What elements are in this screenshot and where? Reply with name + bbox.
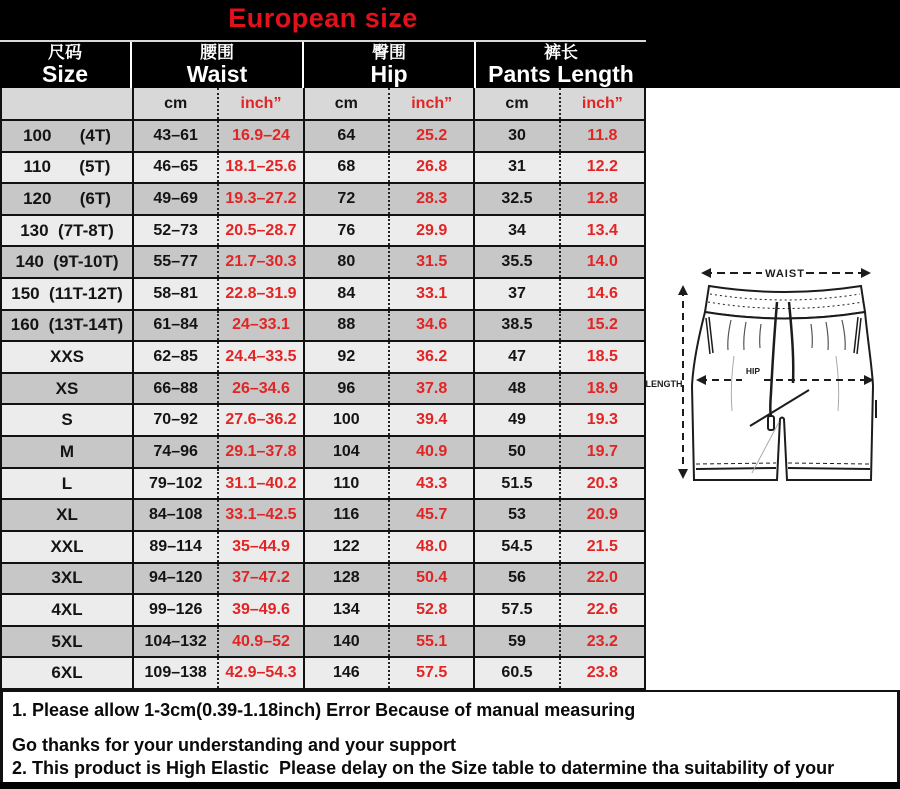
note-1: 1. Please allow 1-3cm(0.39-1.18inch) Error Because of manual measuring	[12, 700, 636, 720]
table-row	[2, 311, 644, 343]
waist-cm-cell: 99–126	[132, 595, 217, 625]
table-row	[2, 247, 644, 279]
size-cell: 5XL	[51, 631, 83, 651]
header-pants-length-zh: 裤长	[544, 43, 578, 62]
size-cell: 130 (7T-8T)	[20, 220, 114, 240]
waist-inch-cell: 29.1–37.8	[217, 437, 302, 467]
waist-inch-cell: 21.7–30.3	[217, 247, 302, 277]
hip-cm-cell: 134	[303, 595, 388, 625]
length-inch-cell: 13.4	[559, 216, 644, 246]
hip-cm-cell: 146	[303, 658, 388, 688]
hip-cm-cell: 68	[303, 153, 388, 183]
size-cell: 140 (9T-10T)	[15, 252, 119, 272]
waist-inch-cell: 24–33.1	[217, 311, 302, 341]
hip-cm-cell: 110	[303, 469, 388, 499]
hip-inch-cell: 25.2	[388, 121, 473, 151]
unit-blank-cell	[2, 88, 132, 119]
size-cell: XXS	[49, 347, 85, 367]
waist-cm-cell: 84–108	[132, 500, 217, 530]
hip-cm-cell: 80	[303, 247, 388, 277]
size-table-body	[0, 121, 646, 690]
header-waist-en: Waist	[186, 61, 248, 87]
header-size-en: Size	[41, 61, 89, 87]
waist-inch-cell: 37–47.2	[217, 564, 302, 594]
length-inch-cell: 11.8	[559, 121, 644, 151]
hip-cm-cell: 100	[303, 405, 388, 435]
waist-cm-cell: 55–77	[132, 247, 217, 277]
hip-inch-cell: 39.4	[388, 405, 473, 435]
waist-cm-cell: 58–81	[132, 279, 217, 309]
size-cell: 4XL	[51, 599, 83, 619]
shorts-diagram	[646, 88, 896, 697]
size-cell: XL	[56, 505, 78, 525]
size-cell: 6XL	[51, 663, 83, 683]
hip-cm-cell: 76	[303, 216, 388, 246]
bottom-black-bar	[0, 782, 900, 789]
waist-cm-cell: 79–102	[132, 469, 217, 499]
header-hip-zh: 臀围	[372, 43, 406, 62]
waist-cm-unit: cm	[132, 88, 217, 119]
waist-cm-cell: 43–61	[132, 121, 217, 151]
length-inch-cell: 20.3	[559, 469, 644, 499]
hem-line	[696, 468, 870, 469]
table-row	[2, 437, 644, 469]
size-cell: S	[61, 410, 73, 430]
length-inch-cell: 22.6	[559, 595, 644, 625]
waist-cm-cell: 104–132	[132, 627, 217, 657]
waist-inch-cell: 18.1–25.6	[217, 153, 302, 183]
length-cm-cell: 49	[473, 405, 558, 435]
length-cm-cell: 32.5	[473, 184, 558, 214]
length-cm-unit: cm	[473, 88, 558, 119]
drawstring-left-aglet	[768, 416, 774, 430]
waist-inch-cell: 16.9–24	[217, 121, 302, 151]
hip-cm-cell: 64	[303, 121, 388, 151]
waist-cm-cell: 52–73	[132, 216, 217, 246]
hip-cm-cell: 72	[303, 184, 388, 214]
length-cm-cell: 56	[473, 564, 558, 594]
hip-cm-cell: 116	[303, 500, 388, 530]
hip-inch-cell: 37.8	[388, 374, 473, 404]
table-row	[2, 153, 644, 185]
size-cell: 120 (6T)	[23, 189, 111, 209]
waist-cm-cell: 61–84	[132, 311, 217, 341]
length-cm-cell: 53	[473, 500, 558, 530]
note-3: 2. This product is High Elastic Please delay on the Size table to datermine tha suitability of your	[12, 758, 835, 778]
waist-inch-cell: 24.4–33.5	[217, 342, 302, 372]
shorts-body	[692, 312, 873, 480]
hip-inch-cell: 28.3	[388, 184, 473, 214]
length-cm-cell: 48	[473, 374, 558, 404]
length-cm-cell: 57.5	[473, 595, 558, 625]
hip-inch-cell: 36.2	[388, 342, 473, 372]
size-cell: XXL	[50, 536, 84, 556]
length-cm-cell: 38.5	[473, 311, 558, 341]
hip-inch-cell: 43.3	[388, 469, 473, 499]
table-row	[2, 627, 644, 659]
length-inch-cell: 18.9	[559, 374, 644, 404]
header-size-zh: 尺码	[48, 43, 82, 62]
header-hip-en: Hip	[370, 61, 408, 87]
hip-cm-cell: 140	[303, 627, 388, 657]
waist-inch-cell: 31.1–40.2	[217, 469, 302, 499]
waist-cm-cell: 94–120	[132, 564, 217, 594]
length-inch-cell: 23.2	[559, 627, 644, 657]
size-cell: 110 (5T)	[23, 157, 111, 177]
hip-cm-cell: 92	[303, 342, 388, 372]
length-inch-cell: 23.8	[559, 658, 644, 688]
waist-cm-cell: 89–114	[132, 532, 217, 562]
size-cell: L	[61, 473, 73, 493]
length-cm-cell: 35.5	[473, 247, 558, 277]
size-cell: XS	[55, 378, 79, 398]
table-row	[2, 405, 644, 437]
hip-cm-cell: 104	[303, 437, 388, 467]
header-pants-length-en: Pants Length	[488, 61, 634, 87]
hip-inch-cell: 45.7	[388, 500, 473, 530]
waist-cm-cell: 70–92	[132, 405, 217, 435]
hip-inch-cell: 50.4	[388, 564, 473, 594]
waist-inch-cell: 20.5–28.7	[217, 216, 302, 246]
table-row	[2, 121, 644, 153]
waist-inch-cell: 26–34.6	[217, 374, 302, 404]
table-row	[2, 469, 644, 501]
waist-label: WAIST	[765, 268, 805, 280]
unit-row	[0, 88, 646, 121]
length-label: LENGTH	[646, 379, 683, 389]
waist-inch-cell: 19.3–27.2	[217, 184, 302, 214]
hip-cm-cell: 88	[303, 311, 388, 341]
hip-inch-cell: 57.5	[388, 658, 473, 688]
shorts-illustration	[646, 88, 896, 697]
table-row	[2, 532, 644, 564]
length-inch-cell: 12.8	[559, 184, 644, 214]
waist-inch-unit: inch”	[217, 88, 302, 119]
note-2: Go thanks for your understanding and your support	[12, 735, 457, 755]
length-inch-cell: 19.7	[559, 437, 644, 467]
length-arrow-bottom-tip	[678, 469, 688, 479]
notes-section	[0, 690, 900, 782]
hip-inch-cell: 34.6	[388, 311, 473, 341]
length-inch-cell: 12.2	[559, 153, 644, 183]
waist-inch-cell: 42.9–54.3	[217, 658, 302, 688]
hip-cm-cell: 96	[303, 374, 388, 404]
waist-arrow-left-tip	[701, 268, 711, 278]
table-row	[2, 500, 644, 532]
header-waist	[130, 42, 302, 88]
hip-inch-cell: 52.8	[388, 595, 473, 625]
length-inch-cell: 18.5	[559, 342, 644, 372]
page-title: European size	[228, 3, 418, 33]
hip-inch-cell: 31.5	[388, 247, 473, 277]
table-row	[2, 374, 644, 406]
hip-cm-cell: 84	[303, 279, 388, 309]
length-inch-cell: 21.5	[559, 532, 644, 562]
hip-inch-cell: 40.9	[388, 437, 473, 467]
size-cell: M	[59, 441, 75, 461]
length-cm-cell: 34	[473, 216, 558, 246]
hip-inch-cell: 48.0	[388, 532, 473, 562]
length-cm-cell: 50	[473, 437, 558, 467]
length-arrow-top-tip	[678, 285, 688, 295]
length-inch-cell: 19.3	[559, 405, 644, 435]
waist-inch-cell: 35–44.9	[217, 532, 302, 562]
waist-cm-cell: 74–96	[132, 437, 217, 467]
waist-inch-cell: 33.1–42.5	[217, 500, 302, 530]
waist-inch-cell: 22.8–31.9	[217, 279, 302, 309]
size-cell: 160 (13T-14T)	[10, 315, 124, 335]
length-inch-cell: 14.6	[559, 279, 644, 309]
waistband	[705, 286, 865, 319]
length-inch-cell: 14.0	[559, 247, 644, 277]
length-inch-cell: 22.0	[559, 564, 644, 594]
hip-inch-cell: 29.9	[388, 216, 473, 246]
size-cell: 150 (11T-12T)	[11, 283, 123, 303]
length-cm-cell: 59	[473, 627, 558, 657]
length-cm-cell: 47	[473, 342, 558, 372]
table-row	[2, 595, 644, 627]
size-cell: 100 (4T)	[23, 125, 111, 145]
length-cm-cell: 31	[473, 153, 558, 183]
waist-cm-cell: 62–85	[132, 342, 217, 372]
hip-cm-cell: 128	[303, 564, 388, 594]
size-cell: 3XL	[51, 568, 83, 588]
hip-cm-cell: 122	[303, 532, 388, 562]
hip-label: HIP	[745, 366, 761, 376]
length-inch-cell: 20.9	[559, 500, 644, 530]
table-header	[0, 40, 646, 88]
length-cm-cell: 60.5	[473, 658, 558, 688]
table-row	[2, 658, 644, 690]
header-hip	[302, 42, 474, 88]
table-row	[2, 564, 644, 596]
table-row	[2, 216, 644, 248]
length-inch-unit: inch”	[559, 88, 644, 119]
hip-inch-cell: 26.8	[388, 153, 473, 183]
table-row	[2, 342, 644, 374]
waist-arrow-right-tip	[861, 268, 871, 278]
hip-inch-unit: inch”	[388, 88, 473, 119]
waist-cm-cell: 66–88	[132, 374, 217, 404]
header-size	[0, 42, 130, 88]
table-row	[2, 279, 644, 311]
length-cm-cell: 37	[473, 279, 558, 309]
waist-cm-cell: 46–65	[132, 153, 217, 183]
length-cm-cell: 54.5	[473, 532, 558, 562]
hip-cm-unit: cm	[303, 88, 388, 119]
waist-inch-cell: 27.6–36.2	[217, 405, 302, 435]
waist-inch-cell: 40.9–52	[217, 627, 302, 657]
length-cm-cell: 51.5	[473, 469, 558, 499]
header-pants-length	[474, 42, 646, 88]
waist-inch-cell: 39–49.6	[217, 595, 302, 625]
hip-inch-cell: 33.1	[388, 279, 473, 309]
length-inch-cell: 15.2	[559, 311, 644, 341]
header-waist-zh: 腰围	[200, 43, 234, 62]
length-cm-cell: 30	[473, 121, 558, 151]
waist-cm-cell: 49–69	[132, 184, 217, 214]
table-row	[2, 184, 644, 216]
hip-inch-cell: 55.1	[388, 627, 473, 657]
waist-cm-cell: 109–138	[132, 658, 217, 688]
